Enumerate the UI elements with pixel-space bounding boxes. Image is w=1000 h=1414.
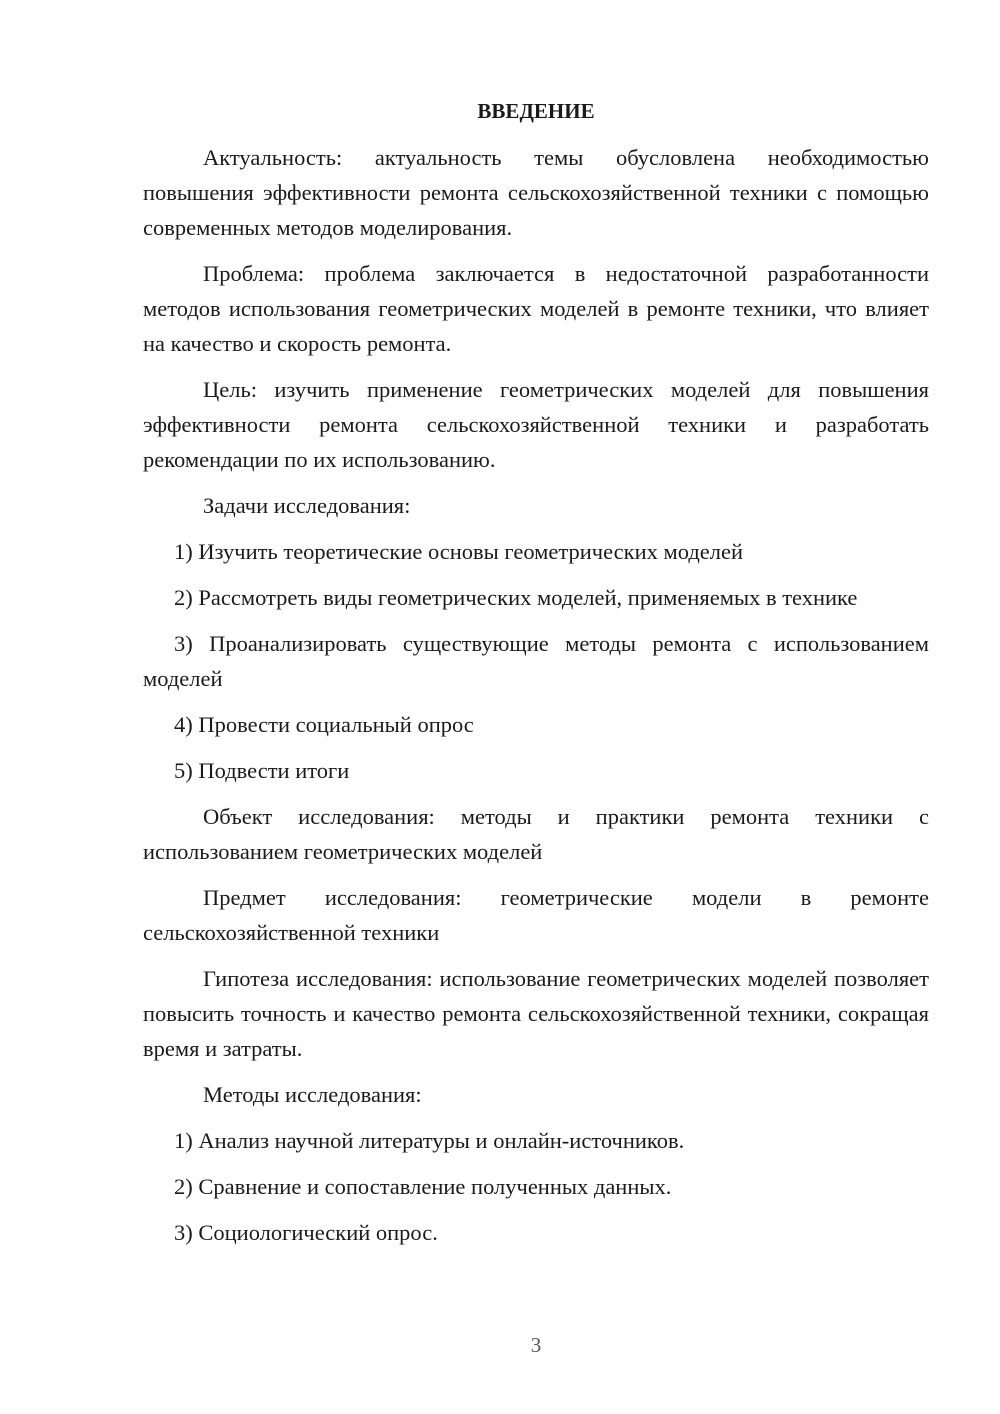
methods-title: Методы исследования:: [203, 1082, 422, 1107]
relevance-paragraph: Актуальность: актуальность темы обусловлена необходимостью повышения эффективности ремонта сельскохозяйственной техники с помощью современных методов моделирования.: [143, 145, 929, 240]
task-item: 2) Рассмотреть виды геометрических моделей, применяемых в технике: [174, 585, 858, 610]
task-item: 4) Провести социальный опрос: [174, 712, 474, 737]
task-item: 3) Проанализировать существующие методы ремонта с использованием моделей: [143, 631, 929, 691]
task-item: 1) Изучить теоретические основы геометрических моделей: [174, 539, 744, 564]
task-item: 5) Подвести итоги: [174, 758, 350, 783]
page-number: 3: [530, 1333, 542, 1357]
method-item: 2) Сравнение и сопоставление полученных данных.: [174, 1174, 672, 1199]
tasks-title: Задачи исследования:: [203, 493, 411, 518]
method-item: 1) Анализ научной литературы и онлайн-источников.: [174, 1128, 685, 1153]
hypothesis-paragraph: Гипотеза исследования: использование геометрических моделей позволяет повысить точность и качество ремонта сельскохозяйственной техники, сокращая время и затраты.: [143, 966, 929, 1061]
problem-paragraph: Проблема: проблема заключается в недостаточной разработанности методов использования геометрических моделей в ремонте техники, что влияет на качество и скорость ремонта.: [143, 261, 929, 356]
subject-paragraph: Предмет исследования: геометрические модели в ремонте сельскохозяйственной техники: [143, 885, 929, 945]
goal-paragraph: Цель: изучить применение геометрических моделей для повышения эффективности ремонта сельскохозяйственной техники и разработать рекомендации по их использованию.: [143, 377, 929, 472]
object-paragraph: Объект исследования: методы и практики ремонта техники с использованием геометрических моделей: [143, 804, 929, 864]
method-item: 3) Социологический опрос.: [174, 1220, 438, 1245]
section-heading: ВВЕДЕНИЕ: [477, 99, 595, 123]
document-page: [143, 94, 929, 1261]
